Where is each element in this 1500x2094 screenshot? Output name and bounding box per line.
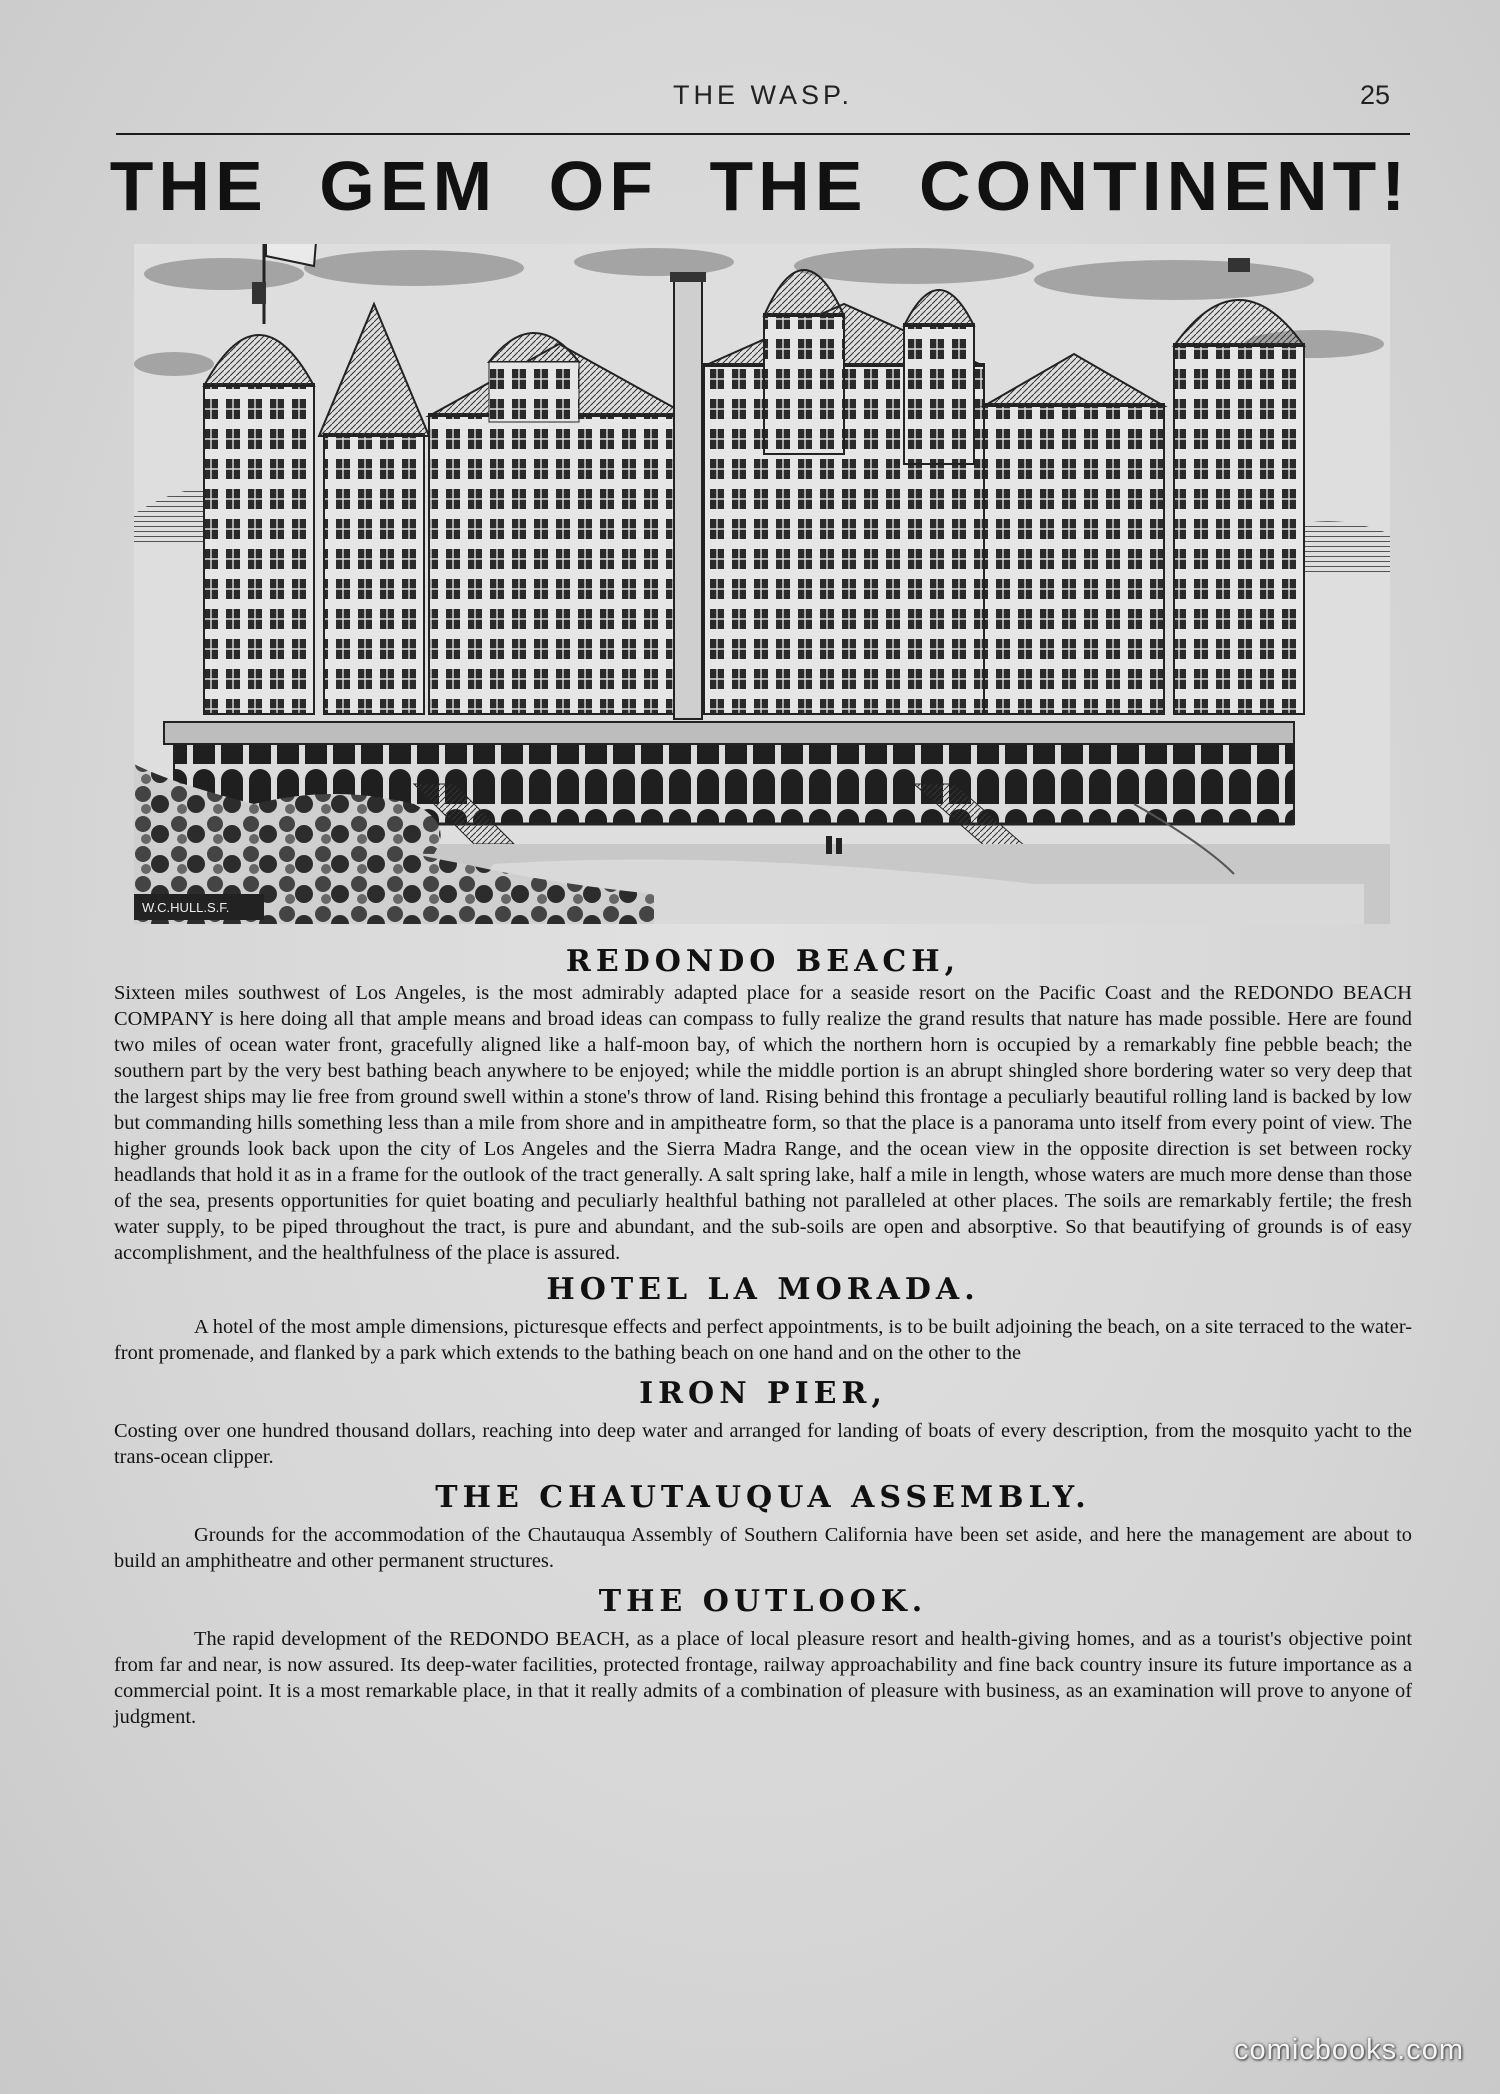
section-title-hotel-la-morada: HOTEL LA MORADA. — [546, 1272, 980, 1307]
header-rule — [116, 133, 1410, 135]
section-body-hotel-la-morada: A hotel of the most ample dimensions, picturesque effects and perfect appointments, is to be built adjoining the beach, on a site terraced to the water-front promenade, and flanked by a park which extends to the bathing beach on one hand and on the other to the — [114, 1316, 1412, 1364]
section-body-iron-pier: Costing over one hundred thousand dollars, reaching into deep water and arranged for landing of boats of every description, from the mosquito yacht to the trans-ocean clipper. — [114, 1420, 1412, 1468]
section-title-redondo-beach: REDONDO BEACH, — [565, 944, 961, 979]
hotel-engraving — [134, 244, 1390, 924]
page-number: 25 — [1359, 80, 1390, 110]
section-title-chautauqua-assembly: THE CHAUTAUQUA ASSEMBLY. — [435, 1480, 1091, 1515]
page-header — [116, 80, 1410, 130]
running-title: THE WASP. — [672, 80, 854, 110]
section-title-iron-pier: IRON PIER, — [639, 1376, 887, 1411]
section-title-the-outlook: THE OUTLOOK. — [598, 1584, 928, 1619]
article-body — [114, 944, 1412, 1730]
headline: THE GEM OF THE CONTINENT! — [109, 147, 1411, 225]
site-watermark: comicbooks.com — [1234, 2034, 1464, 2066]
section-body-redondo-beach: Sixteen miles southwest of Los Angeles, is the most admirably adapted place for a seaside resort on the Pacific Coast and the REDONDO BEACH COMPANY is here doing all that ample means and broad ideas can compass to fully realize the grand results that nature has made possible. Here are found two miles of ocean water front, gracefully aligned like a half-moon bay, of which the northern horn is occupied by a remarkably fine pebble beach; the southern part by the very best bathing beach anywhere to be enjoyed; while the middle portion is an abrupt shingled shore bordering water so very deep that the largest ships may lie free from ground swell within a stone's throw of land. Rising behind this frontage a peculiarly beautiful rolling land is backed by low but commanding hills something less than a mile from shore and in ampitheatre form, so that the place is a panorama unto itself from every point of view. The higher grounds look back upon the city of Los Angeles and the Sierra Madra Range, and the ocean view in the opposite direction is set between rocky headlands that hold it as in a frame for the outlook of the tract generally. A salt spring lake, half a mile in length, whose waters are much more dense than those of the sea, presents opportunities for quiet boating and peculiarly healthful bathing not paralleled at other places. The soils are remarkably fertile; the fresh water supply, to be piped throughout the tract, is pure and abundant, and the sub-soils are open and absorptive. So that beautifying of grounds is of easy accomplishment, and the healthfulness of the place is assured. — [114, 982, 1412, 1264]
section-body-chautauqua-assembly: Grounds for the accommodation of the Chautauqua Assembly of Southern California have been set aside, and here the management are about to build an amphitheatre and other permanent structures. — [114, 1524, 1412, 1572]
engraver-signature: W.C.HULL.S.F. — [142, 900, 230, 915]
section-body-the-outlook: The rapid development of the REDONDO BEACH, as a place of local pleasure resort and health-giving homes, and as a tourist's objective point from far and near, is now assured. Its deep-water facilities, protected frontage, railway approachability and fine back country insure its future importance as a commercial point. It is a most remarkable place, in that it really admits of a combination of pleasure with business, as an examination will prove to anyone of judgment. — [114, 1628, 1412, 1728]
